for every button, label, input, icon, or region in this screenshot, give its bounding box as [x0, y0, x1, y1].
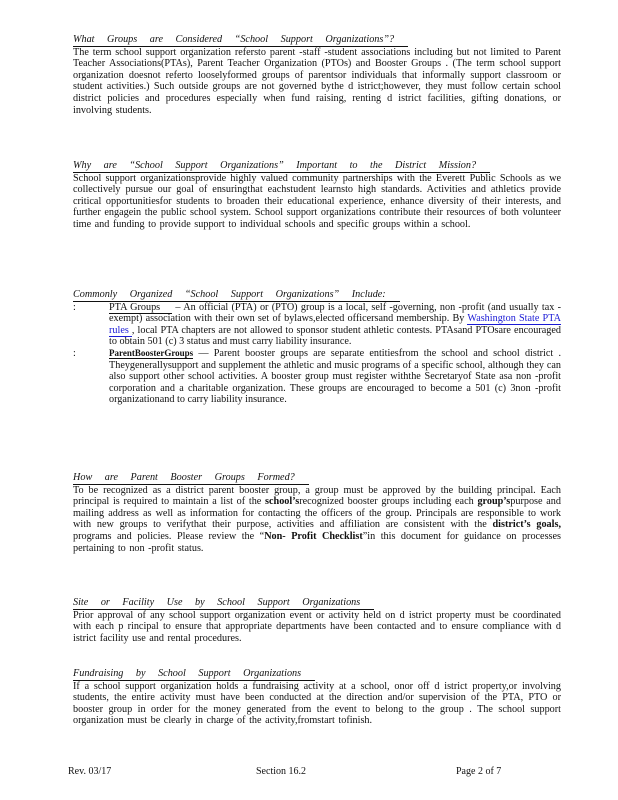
booster-description: — Parent booster groups are separate entitiesfrom the school and school district . Theygenerallysupport and supplement the athletic and music programs of a specific school, although they can also support other school activities. A booster group must register withthe Secretaryof State asa non -profit corporation and a charitable organization. These groups are encouraged to become a 501 (c) 3non -profit organizationand to carry liability insurance.: [109, 347, 561, 406]
section-importance: [73, 160, 561, 231]
section-heading: Fundraising by School Support Organizations: [73, 668, 315, 681]
pta-description-end: , local PTA chapters are not allowed to sponsor student athletic contests. PTAsand PTOsare encouraged to obtain 501 (c) 3 status and must carry liability insurance.: [109, 324, 561, 348]
section-school-support-definition: [73, 34, 561, 116]
pta-description-start: – An official (PTA) or (PTO) group is a local, self -governing, non -profit (and usually tax -exempt) association with their own set of bylaws,elected officersand membership. By: [109, 301, 561, 325]
text-run: To be recognized as a district parent booster group, a group must be approved by the building principal. Each principal is required to maintain a list of the: [73, 484, 561, 508]
bullet-marker: :: [73, 301, 76, 313]
term-parent-booster-groups: ParentBoosterGroups: [109, 347, 194, 358]
footer-section: Section 16.2: [256, 766, 306, 777]
wa-state-pta-rules-link[interactable]: Washington State PTA rules: [109, 313, 561, 336]
section-paragraph: School support organizationsprovide highly valued community partnerships with the Everett Public Schools as we collectively pursue our goal of ensuringthat eachstudent learnsto high standards. Activities and athletics provide critical opportunitiesfor students to broaden their educational experience, enhance diversity of their interests, and further engagein the public school system. School support organizations contribute their resources of both volunteer time and funding to provide support to individual schools and specific groups within a school.: [73, 172, 561, 230]
footer-revision: Rev. 03/17: [68, 766, 112, 777]
section-heading: What Groups are Considered “School Support Organizations”?: [73, 34, 408, 47]
section-paragraph: [73, 485, 561, 555]
term-pta-groups: PTA Groups: [109, 302, 172, 314]
text-run: recognized booster groups including each: [299, 496, 478, 508]
section-paragraph: If a school support organization holds a fundraising activity at a school, onor off d istrict property,or involving students, the entire activity must have been conducted at the direction and/or supervision of the PTA, PTO or booster group in order for the money generated from the event to belong to the group . The school support organization must be clearly in charge of the activity,fromstart tofinish.: [73, 680, 561, 727]
text-run-bold: group’s: [477, 496, 511, 508]
section-fundraising: [73, 668, 561, 727]
section-facility-use: [73, 597, 561, 644]
section-booster-formation: [73, 472, 561, 554]
list-item-pta: [73, 302, 561, 348]
section-heading: Commonly Organized “School Support Organizations” Include:: [73, 289, 400, 302]
footer-page-number: Page 2 of 7: [456, 766, 502, 777]
text-run-bold: school’s: [265, 496, 300, 508]
text-run-bold: district’s goals,: [492, 519, 561, 531]
section-heading: Site or Facility Use by School Support Organizations: [73, 597, 374, 610]
text-run-bold: Non- Profit Checklist: [264, 530, 363, 542]
section-common-organizations: [73, 289, 561, 406]
organization-list: [73, 302, 561, 406]
list-item-booster: [73, 348, 561, 406]
section-paragraph: The term school support organization refersto parent -staff -student associations including but not limited to Parent Teacher Associations(PTAs), Parent Teacher Organization (PTOs) and Booster Groups . (The term school support organization doesnot referto looselyformed groups of parentsor individuals that informally support classroom or student activities.) Such outside groups are not governed bythe d istrict;however, they must follow certain school district policies and procedures especially when fund raising, renting d istrict facilities, gifting donations, or involving students.: [73, 46, 561, 116]
section-heading: How are Parent Booster Groups Formed?: [73, 472, 309, 485]
section-heading: Why are “School Support Organizations” Important to the District Mission?: [73, 160, 490, 173]
text-run: purpose and mailing address as well as information for contacting the officers of the group. Principals are responsible to work with new groups to verifythat their purpose, activities and affiliation are consistent with the: [73, 496, 561, 531]
bullet-marker: :: [73, 347, 76, 359]
text-run: programs and policies. Please review the “: [73, 530, 265, 542]
text-run: ”in this document for guidance on processes pertaining to non -profit status.: [73, 530, 561, 554]
section-paragraph: Prior approval of any school support organization event or activity held on d istrict property must be coordinated with each p rincipal to ensure that appropriate departments have been contacted and to ensure compliance with d istrict facility use and rental procedures.: [73, 609, 561, 644]
